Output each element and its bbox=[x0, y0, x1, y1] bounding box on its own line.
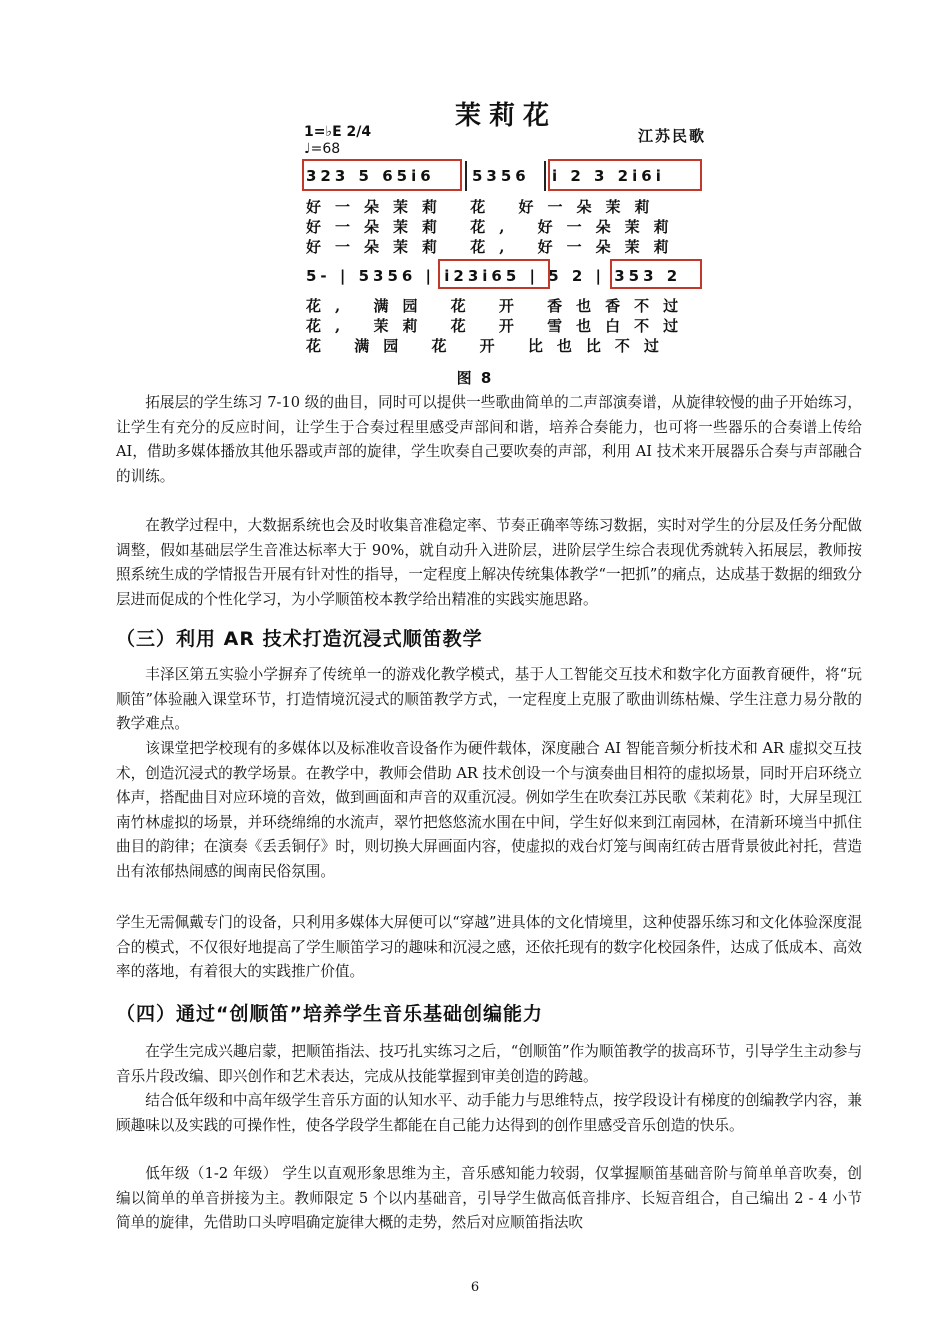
barline bbox=[544, 161, 546, 191]
highlight-box bbox=[548, 159, 702, 191]
paragraph: 该课堂把学校现有的多媒体以及标准收音设备作为硬件载体，深度融合 AI 智能音频分析技术和 AR 虚拟交互技术，创造沉浸式的教学场景。在教学中，教师会借助 AR 技术创设一个与演奏曲目相符的虚拟场景，同时开启环绕立体声，搭配曲目对应环境的音效，做到画面和声音的双重沉浸。例如学生在吹奏江苏民歌《茉莉花》时，大屏呈现江南竹林虚拟的场景，并环绕绵绵的水流声，翠竹把悠悠流水围在中间，学生好似来到江南园林，在清新环境当中抓住曲目的韵律；在演奏《丢丢铜仔》时，则切换大屏画面内容，使虚拟的戏台灯笼与闽南红砖古厝背景彼此衬托，营造出有浓郁热闹感的闽南民俗氛围。 bbox=[116, 740, 862, 880]
section-heading: （四）通过“创顺笛”培养学生音乐基础创编能力 bbox=[116, 1003, 543, 1025]
section-heading: （三）利用 AR 技术打造沉浸式顺笛教学 bbox=[116, 628, 483, 650]
paragraph: 结合低年级和中高年级学生音乐方面的认知水平、动手能力与思维特点，按学段设计有梯度的创编教学内容，兼顾趣味以及实践的可操作性，使各学段学生都能在自己能力达得到的创作里感受音乐创造的快乐。 bbox=[116, 1092, 862, 1134]
score-lyric-row1-2: 好一朵茉莉 花, 好一朵茉莉 bbox=[306, 218, 683, 236]
score-lyric-row2-2: 花, 茉莉 花 开 雪也白不过 bbox=[306, 317, 693, 335]
score-key: 1=♭E 2/4 bbox=[304, 124, 372, 140]
page-number: 6 bbox=[470, 1280, 480, 1295]
score-notes-row1-m3: i 2 3 2i6i bbox=[552, 167, 665, 185]
score-notes-row2: 5- | 5356 | i23i65 | 5 2 | 353 2 bbox=[306, 267, 682, 285]
score-title: 茉莉花 bbox=[454, 101, 557, 131]
paragraph: 丰泽区第五实验小学摒弃了传统单一的游戏化教学模式，基于人工智能交互技术和数字化方面教育硬件，将“玩顺笛”体验融入课堂环节，打造情境沉浸式的顺笛教学方式，一定程度上克服了歌曲训练枯燥、学生注意力易分散的教学难点。 bbox=[116, 666, 862, 732]
score-lyric-row1-3: 好一朵茉莉 花, 好一朵茉莉 bbox=[306, 238, 683, 256]
score-tempo: ♩=68 bbox=[304, 141, 341, 157]
score-origin: 江苏民歌 bbox=[637, 127, 706, 145]
score-notes-row1-m1: 323 5 65i6 bbox=[306, 167, 435, 185]
paragraph: 学生无需佩戴专门的设备，只利用多媒体大屏便可以“穿越”进具体的文化情境里，这种使器乐练习和文化体验深度混合的模式，不仅很好地提高了学生顺笛学习的趣味和沉浸之感，还依托现有的数字化校园条件，达成了低成本、高效率的落地，有着很大的实践推广价值。 bbox=[116, 914, 862, 980]
paragraph: 拓展层的学生练习 7-10 级的曲目，同时可以提供一些歌曲简单的二声部演奏谱，从旋律较慢的曲子开始练习，让学生有充分的反应时间，让学生于合奏过程里感受声部间和谐，培养合奏能力，也可将一些器乐的合奏谱上传给 AI，借助多媒体播放其他乐器或声部的旋律，学生吹奏自己要吹奏的声部，利用 AI 技术来开展器乐合奏与声部融合的训练。 bbox=[116, 394, 862, 485]
barline bbox=[465, 161, 467, 191]
score-figure bbox=[300, 95, 712, 355]
figure-caption: 图 8 bbox=[456, 369, 494, 387]
paragraph: 低年级（1-2 年级） 学生以直观形象思维为主，音乐感知能力较弱，仅掌握顺笛基础音阶与简单单音吹奏，创编以简单的单音拼接为主。教师限定 5 个以内基础音，引导学生做高低音排序、长短音组合，自己编出 2 - 4 小节简单的旋律，先借助口头哼唱确定旋律大概的走势，然后对应顺笛指法吹 bbox=[116, 1165, 862, 1231]
score-lyric-row2-1: 花, 满园 花 开 香也香不过 bbox=[306, 297, 693, 315]
score-lyric-row1-1: 好一朵茉莉 花 好一朵茉莉 bbox=[306, 198, 664, 216]
highlight-box bbox=[610, 259, 702, 289]
highlight-box bbox=[438, 259, 550, 289]
highlight-box bbox=[302, 159, 462, 191]
paragraph: 在学生完成兴趣启蒙，把顺笛指法、技巧扎实练习之后，“创顺笛”作为顺笛教学的拔高环节，引导学生主动参与音乐片段改编、即兴创作和艺术表达，完成从技能掌握到审美创造的跨越。 bbox=[116, 1043, 862, 1085]
score-lyric-row2-3: 花 满园 花 开 比也比不过 bbox=[306, 337, 673, 355]
paragraph: 在教学过程中，大数据系统也会及时收集音准稳定率、节奏正确率等练习数据，实时对学生的分层及任务分配做调整，假如基础层学生音准达标率大于 90%，就自动升入进阶层，进阶层学生综合表现优秀就转入拓展层，教师按照系统生成的学情报告开展有针对性的指导，一定程度上解决传统集体教学“一把抓”的痛点，达成基于数据的细致分层进而促成的个性化学习，为小学顺笛校本教学给出精准的实践实施思路。 bbox=[116, 517, 862, 608]
score-notes-row1-m2: 5356 bbox=[472, 167, 530, 185]
